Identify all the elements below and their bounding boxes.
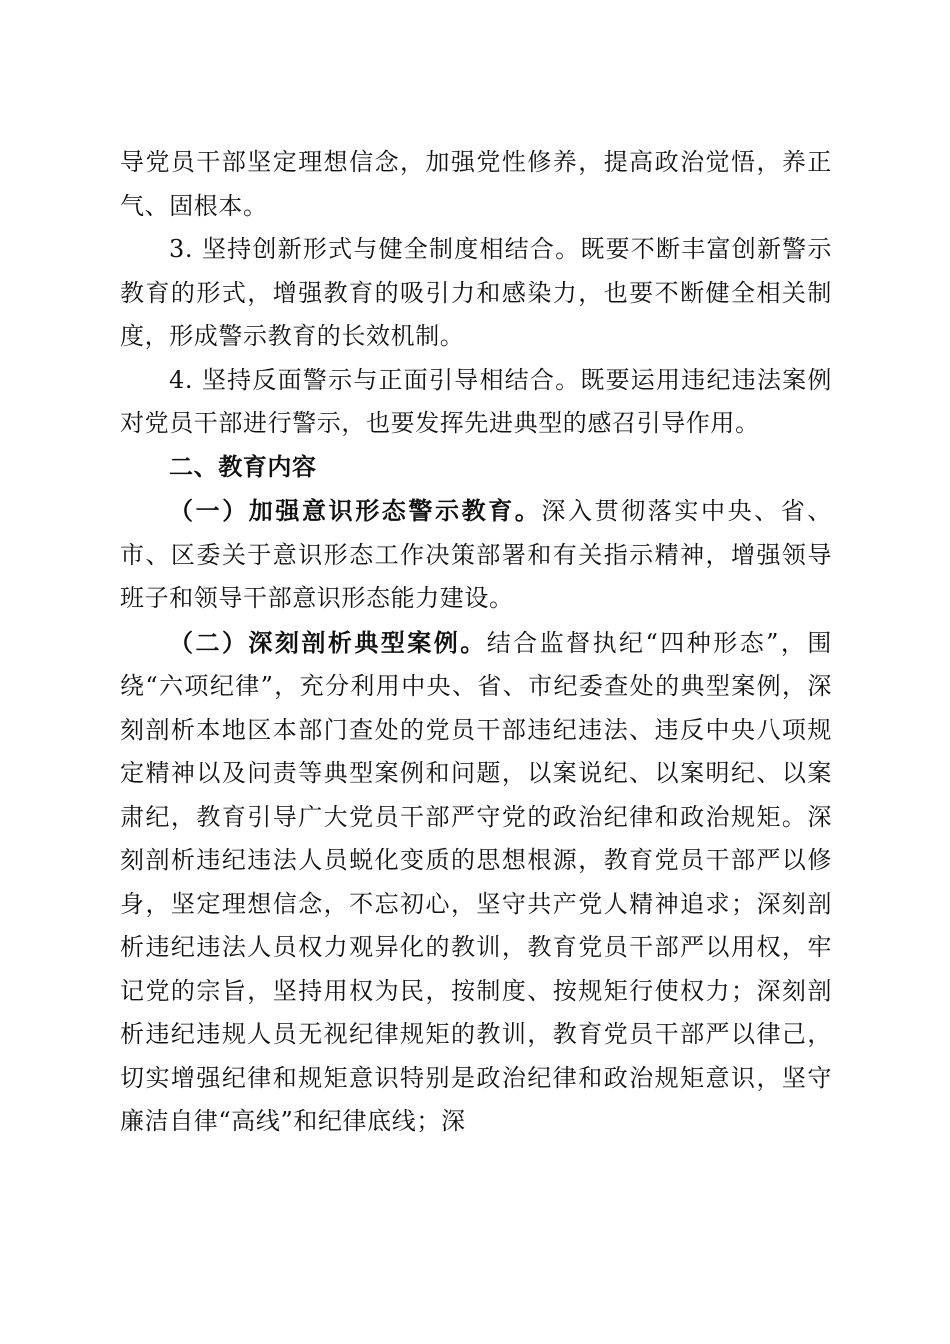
subsection-1-title: （一）加强意识形态警示教育。 — [169, 496, 542, 525]
section-heading-education-content: 二、教育内容 — [169, 452, 317, 481]
subsection-2 — [120, 621, 832, 1144]
paragraph-continuation: 导党员干部坚定理想信念，加强党性修养，提高政治觉悟，养正气、固根本。 — [120, 148, 832, 220]
subsection-1-text: 深入贯彻落实中央、省、市、区委关于意识形态工作决策部署和有关指示精神，增强领导班子和领导干部意识形态能力建设。 — [120, 497, 832, 612]
document-body — [120, 141, 832, 1144]
principle-item-4: 4. 坚持反面警示与正面引导相结合。既要运用违纪违法案例对党员干部进行警示，也要发挥先进典型的感召引导作用。 — [120, 365, 832, 437]
principle-item-3: 3. 坚持创新形式与健全制度相结合。既要不断丰富创新警示教育的形式，增强教育的吸引力和感染力，也要不断健全相关制度，形成警示教育的长效机制。 — [120, 235, 832, 350]
subsection-2-text: 结合监督执纪“四种形态”，围绕“六项纪律”，充分利用中央、省、市纪委查处的典型案例，深刻剖析本地区本部门查处的党员干部违纪违法、违反中央八项规定精神以及问责等典型案例和问题，以案说纪、以案明纪、以案肃纪，教育引导广大党员干部严守党的政治纪律和政治规矩。深刻剖析违纪违法人员蜕化变质的思想根源，教育党员干部严以修身，坚定理想信念，不忘初心，坚守共产党人精神追求；深刻剖析违纪违法人员权力观异化的教训，教育党员干部严以用权，牢记党的宗旨，坚持用权为民，按制度、按规矩行使权力；深刻剖析违纪违规人员无视纪律规矩的教训，教育党员干部严以律己，切实增强纪律和规矩意识特别是政治纪律和政治规矩意识，坚守廉洁自律“高线”和纪律底线；深 — [120, 628, 832, 1135]
subsection-1 — [120, 489, 832, 621]
subsection-2-title: （二）深刻剖析典型案例。 — [169, 627, 487, 657]
